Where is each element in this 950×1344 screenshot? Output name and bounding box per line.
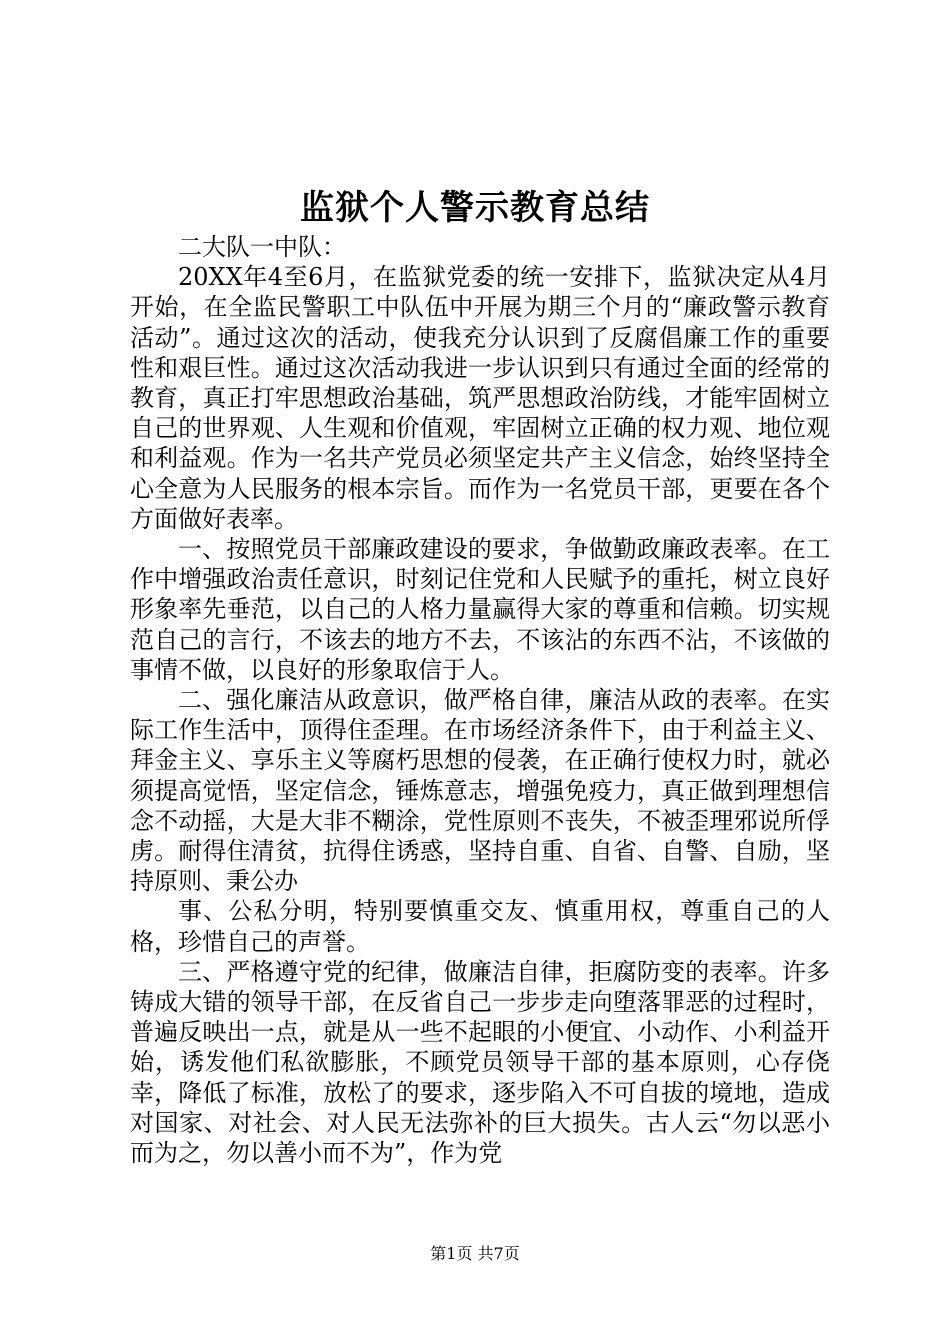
page-number: 第1页 共7页 <box>430 1244 520 1263</box>
paragraph: 三、严格遵守党的纪律，做廉洁自律，拒腐防变的表率。许多铸成大错的领导干部，在反省自己一步步走向堕落罪恶的过程时，普遍反映出一点，就是从一些不起眼的小便宜、小动作、小利益开始，诱发他们私欲膨胀，不顾党员领导干部的基本原则，心存侥幸，降低了标准，放松了的要求，逐步陷入不可自拔的境地，造成对国家、对社会、对人民无法弥补的巨大损失。古人云“勿以恶小而为之，勿以善小而不为”，作为党 <box>130 957 830 1168</box>
salutation: 二大队一中队： <box>178 233 346 261</box>
paragraph: 二、强化廉洁从政意识，做严格自律，廉洁从政的表率。在实际工作生活中，顶得住歪理。在市场经济条件下，由于利益主义、拜金主义、享乐主义等腐朽思想的侵袭，在正确行使权力时，就必须提高觉悟，坚定信念，锤炼意志，增强免疫力，真正做到理想信念不动摇，大是大非不糊涂，党性原则不丧失，不被歪理邪说所俘虏。耐得住清贫，抗得住诱惑，坚持自重、自省、自警、自励，坚持原则、秉公办 <box>130 686 830 896</box>
document-title: 监狱个人警示教育总结 <box>300 188 650 228</box>
document-body <box>130 232 830 1168</box>
paragraph: 事、公私分明，特别要慎重交友、慎重用权，尊重自己的人格，珍惜自己的声誉。 <box>130 897 830 956</box>
paragraph: 一、按照党员干部廉政建设的要求，争做勤政廉政表率。在工作中增强政治责任意识，时刻记住党和人民赋予的重托，树立良好形象率先垂范，以自己的人格力量赢得大家的尊重和信赖。切实规范自己的言行，不该去的地方不去，不该沾的东西不沾，不该做的事情不做，以良好的形象取信于人。 <box>130 535 830 684</box>
paragraph: 20XX年4至6月，在监狱党委的统一安排下，监狱决定从4月开始，在全监民警职工中队伍中开展为期三个月的“廉政警示教育活动”。通过这次的活动，使我充分认识到了反腐倡廉工作的重要性和艰巨性。通过这次活动我进一步认识到只有通过全面的经常的教育，真正打牢思想政治基础，筑严思想政治防线，才能牢固树立自己的世界观、人生观和价值观，牢固树立正确的权力观、地位观和利益观。作为一名共产党员必须坚定共产主义信念，始终坚持全心全意为人民服务的根本宗旨。而作为一名党员干部，更要在各个方面做好表率。 <box>130 263 830 533</box>
